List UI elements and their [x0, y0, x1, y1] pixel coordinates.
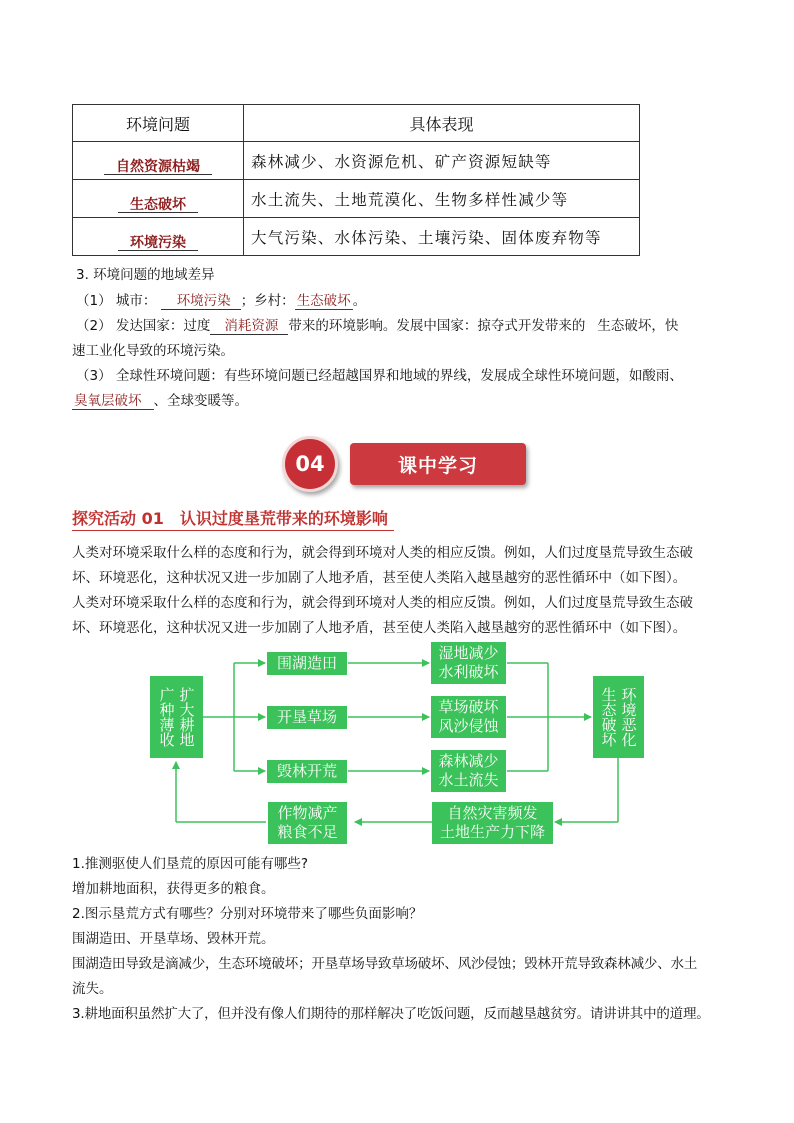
answer-2c: 流失。 [72, 981, 113, 997]
intro-line: 坏、环境恶化，这种状况又进一步加剧了人地矛盾，甚至使人类陷入越垦越穷的恶性循环中（如下图）。 [72, 620, 687, 636]
item-text: 带来的环境影响。发展中国家：掠夺式开发带来的 [288, 318, 586, 334]
answer-blank: 生态破坏 [296, 293, 351, 309]
flow-effect-text: 湿地减少 [438, 644, 499, 662]
flow-method-box: 围湖造田 [267, 652, 347, 675]
flow-lines [176, 663, 618, 822]
flow-result-col1: 生态破坏 [599, 687, 618, 747]
flow-food-text: 粮食不足 [277, 823, 338, 841]
section-title-banner: 课中学习 [350, 443, 526, 485]
activity-title: 探究活动 01 认识过度垦荒带来的环境影响 [72, 508, 394, 531]
question-3: 3.耕地面积虽然扩大了，但并没有像人们期待的那样解决了吃饭问题，反而越垦越贫穷。请讲讲其中的道理。 [72, 1006, 710, 1022]
flow-effect-text: 风沙侵蚀 [438, 717, 499, 735]
flow-start-col2: 扩大耕地 [177, 687, 196, 747]
table-cell-detail: 大气污染、水体污染、土壤污染、固体废弃物等 [244, 218, 640, 256]
answer-blank: 环境污染 [161, 293, 241, 310]
item-number: （1） [76, 293, 112, 309]
answer-blank: 自然资源枯竭 [104, 160, 212, 175]
item-text: ；乡村： [240, 293, 295, 309]
item-text: 、全球变暖等。 [153, 393, 248, 409]
question-1: 1.推测驱使人们垦荒的原因可能有哪些? [72, 856, 309, 872]
flow-effect-text: 水土流失 [438, 771, 499, 789]
flow-effect-box [431, 750, 506, 792]
answer-blank: 环境污染 [118, 236, 198, 251]
flow-result-box [593, 676, 644, 758]
question-2: 2.图示垦荒方式有哪些？分别对环境带来了哪些负面影响？ [72, 906, 423, 922]
flow-method-box: 毁林开荒 [267, 760, 347, 783]
table-header-problem: 环境问题 [73, 105, 244, 142]
item-number: （2） [76, 318, 112, 334]
answer-1: 增加耕地面积，获得更多的粮食。 [72, 881, 275, 897]
table-cell-detail: 森林减少、水资源危机、矿产资源短缺等 [244, 142, 640, 180]
intro-line: 坏、环境恶化，这种状况又进一步加剧了人地矛盾，甚至使人类陷入越垦越穷的恶性循环中（如下图）。 [72, 570, 687, 586]
flow-effect-box [431, 696, 506, 738]
flow-effect-text: 草场破坏 [438, 698, 499, 716]
flow-disaster-text: 自然灾害频发 [447, 804, 538, 822]
item-number: （3） [76, 368, 112, 384]
flow-effect-box [431, 642, 506, 684]
answer-blank: 消耗资源 [210, 318, 288, 335]
intro-line: 人类对环境采取什么样的态度和行为，就会得到环境对人类的相应反馈。例如，人们过度垦荒导致生态破 [72, 545, 693, 561]
section3-heading: 3. 环境问题的地域差异 [76, 267, 215, 283]
flow-method-box: 开垦草场 [267, 706, 347, 729]
answer-blank: 生态破坏 [118, 198, 198, 213]
table-header-detail: 具体表现 [244, 105, 640, 142]
flow-start-col1: 广种薄收 [157, 687, 176, 747]
table-cell-detail: 水土流失、土地荒漠化、生物多样性减少等 [244, 180, 640, 218]
flow-disaster-box [432, 802, 553, 844]
section3-item2-line2: 速工业化导致的环境污染。 [72, 343, 234, 359]
flow-effect-text: 森林减少 [438, 752, 499, 770]
item-text: 全球性环境问题：有些环境问题已经超越国界和地域的界线，发展成全球性环境问题，如酸雨、 [115, 368, 683, 384]
item-text: 城市： [115, 293, 157, 309]
section-number-badge: 04 [282, 436, 338, 492]
item-text: 。 [352, 293, 367, 309]
flow-result-col2: 环境恶化 [619, 687, 638, 747]
answer-2a: 围湖造田、开垦草场、毁林开荒。 [72, 931, 275, 947]
intro-line: 人类对环境采取什么样的态度和行为，就会得到环境对人类的相应反馈。例如，人们过度垦荒导致生态破 [72, 595, 693, 611]
answer-blank: 生态破坏 [597, 318, 652, 334]
answer-blank: 臭氧层破坏 [72, 393, 154, 410]
flow-food-box [268, 802, 347, 844]
flow-effect-text: 水利破坏 [438, 663, 499, 681]
item-text: 发达国家：过度 [115, 318, 211, 334]
answer-2b: 围湖造田导致是滴减少，生态环境破坏；开垦草场导致草场破坏、风沙侵蚀；毁林开荒导致森林减少、水土 [72, 956, 698, 972]
flow-food-text: 作物减产 [277, 804, 338, 822]
flow-start-box [150, 676, 203, 758]
item-text: ，快 [651, 318, 679, 334]
flow-disaster-text: 土地生产力下降 [439, 823, 545, 841]
